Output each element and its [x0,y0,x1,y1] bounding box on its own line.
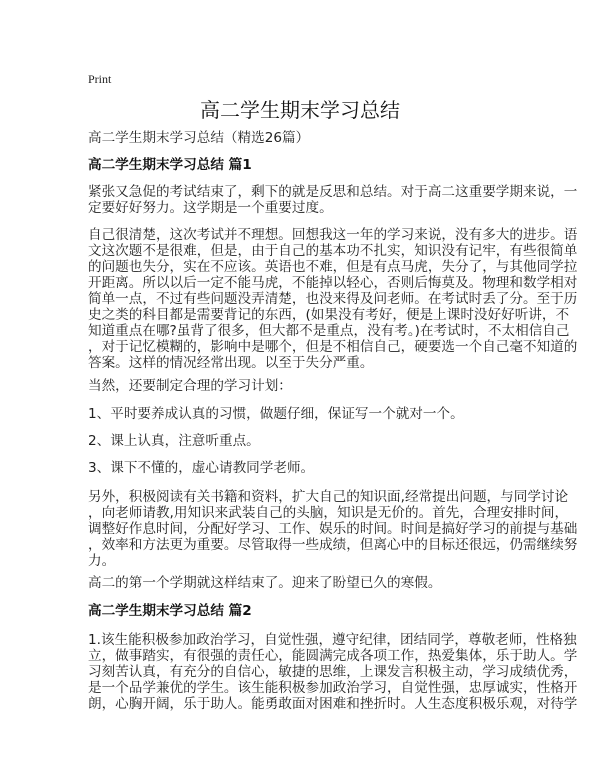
subtitle: 高二学生期末学习总结（精选26篇） [88,130,310,146]
text-line: 史之类的科目都是需要背记的东西，(如果没有考好，便是上课时没好好听讲，不 [88,307,570,323]
text-line: 简单一点，不过有些问题没弄清楚，也没来得及问老师。在考试时丢了分。至于历 [88,291,578,307]
print-link[interactable]: Print [88,72,112,86]
text-line: 力。 [88,553,116,569]
text-line: ，效率和方法更为重要。尽管取得一些成绩，但离心中的目标还很远，仍需继续努 [88,537,578,553]
section1-heading: 高二学生期末学习总结 篇1 [88,157,252,173]
text-line: ，向老师请教,用知识来武装自己的头脑，知识是无价的。首先，合理安排时间， [88,505,569,521]
text-line: 1.该生能积极参加政治学习，自觉性强，遵守纪律，团结同学，尊敬老师，性格独 [88,632,577,648]
section1-paragraph-1 [88,184,578,216]
text-line: 知道重点在哪?虽背了很多，但大都不是重点，没有考。)在考试时，不太相信自己 [88,323,570,339]
text-line: 另外，积极阅读有关书籍和资料，扩大自己的知识面,经常提出问题，与同学讨论 [88,489,569,505]
text-line: 是一个品学兼优的学生。该生能积极参加政治学习，自觉性强，忠厚诚实，性格开 [88,680,578,696]
text-line: 的问题也失分，实在不应该。英语也不难，但是有点马虎，失分了，与其他同学拉 [88,259,578,275]
text-line: 自己很清楚，这次考试并不理想。回想我这一年的学习来说，没有多大的进步。语 [88,227,578,243]
plan-item-2: 2、课上认真，注意听重点。 [88,433,260,449]
text-line: 答案。这样的情况经常出现。以至于失分严重。 [88,355,374,371]
section2-heading: 高二学生期末学习总结 篇2 [88,603,252,619]
text-line: 定要好好努力。这学期是一个重要过度。 [88,200,333,216]
text-line: 文这次题不是很难，但是，由于自己的基本功不扎实，知识没有记牢，有些很简单 [88,243,578,259]
section1-paragraph-5: 高二的第一个学期就这样结束了。迎来了盼望已久的寒假。 [88,575,442,591]
plan-item-3: 3、课下不懂的，虚心请教同学老师。 [88,460,315,476]
text-line: 调整好作息时间，分配好学习、工作、娱乐的时间。时间是搞好学习的前提与基础 [88,521,578,537]
page-title: 高二学生期末学习总结 [200,98,400,122]
plan-item-1: 1、平时要养成认真的习惯，做题仔细，保证写一个就对一个。 [88,406,464,422]
text-line: 开距离。所以以后一定不能马虎，不能掉以轻心，否则后悔莫及。物理和数学相对 [88,275,578,291]
section1-paragraph-3: 当然，还要制定合理的学习计划： [88,378,292,394]
section1-paragraph-4 [88,489,578,569]
section2-paragraph-1 [88,632,578,712]
text-line: 朗，心胸开阔，乐于助人。能勇敢面对困难和挫折时。人生态度积极乐观，对待学 [88,696,578,712]
text-line: 紧张又急促的考试结束了，剩下的就是反思和总结。对于高二这重要学期来说，一 [88,184,578,200]
text-line: 习刻苦认真，有充分的自信心，敏捷的思维，上课发言积极主动，学习成绩优秀， [88,664,578,680]
text-line: 立，做事踏实，有很强的责任心，能圆满完成各项工作，热爱集体，乐于助人。学 [88,648,578,664]
text-line: ，对于记忆模糊的，影响中是哪个，但是不相信自己，硬要选一个自己毫不知道的 [88,339,578,355]
section1-paragraph-2 [88,227,578,371]
